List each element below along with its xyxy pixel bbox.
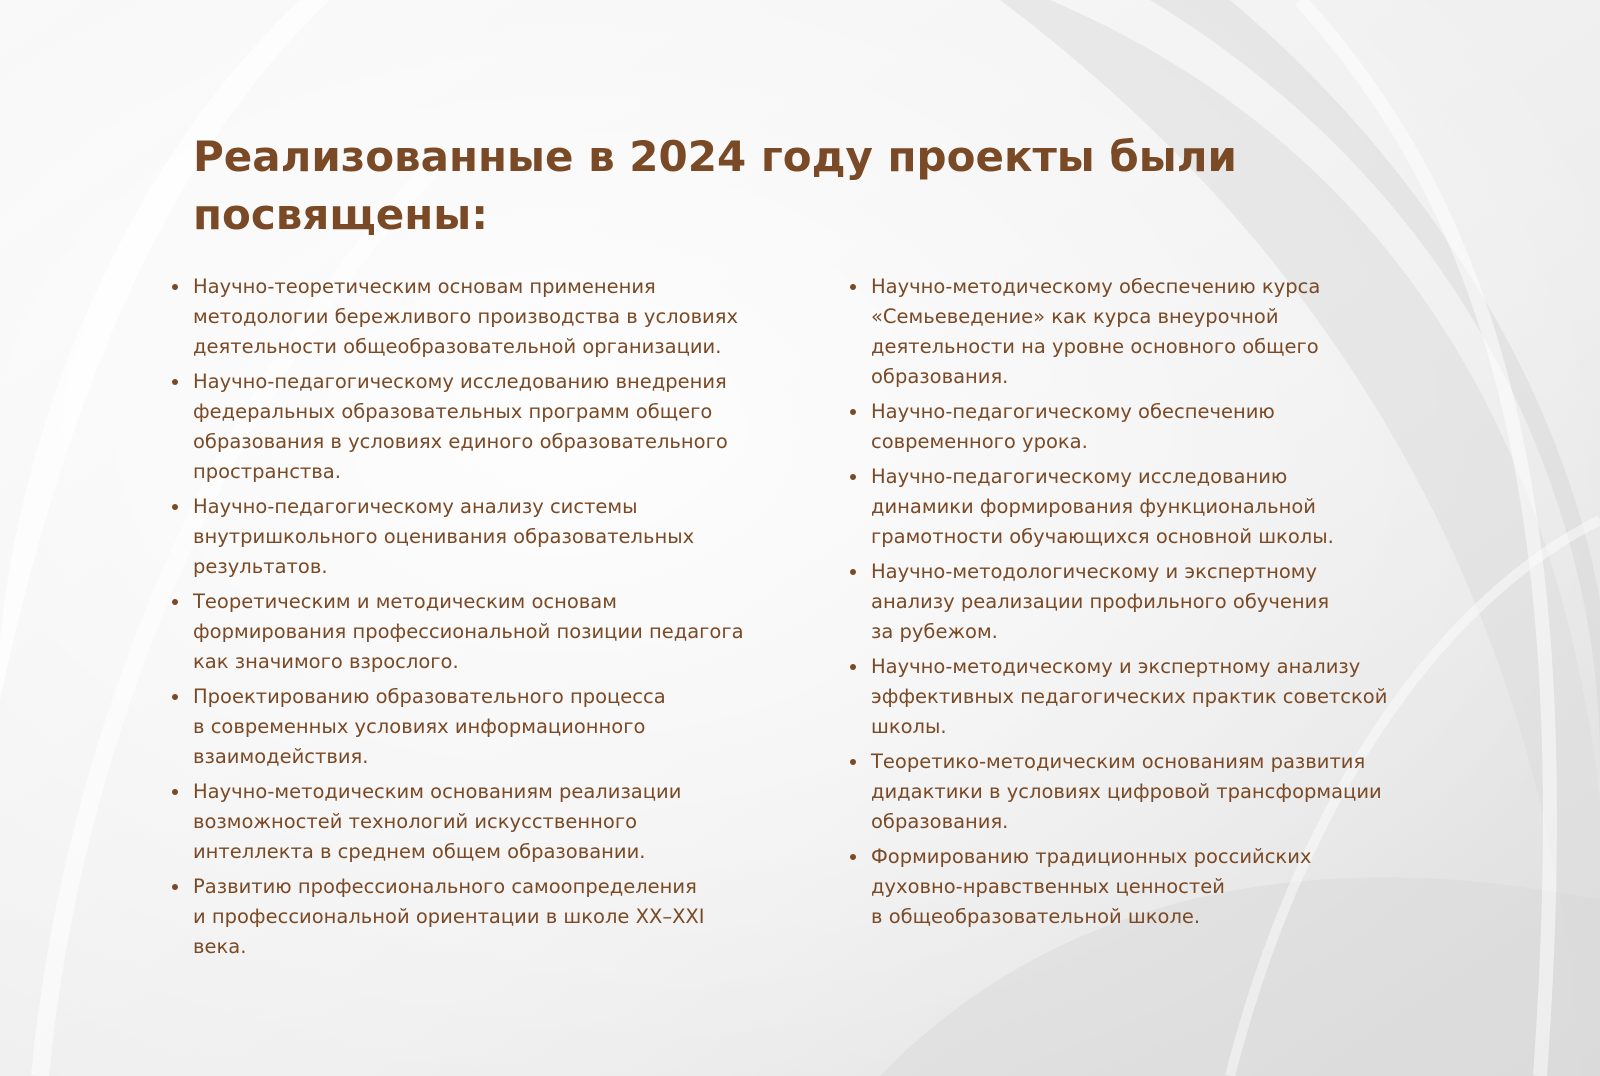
- title-line: Реализованные в 2024 году проекты были: [193, 132, 1237, 181]
- list-item: [850, 462, 1430, 552]
- list-item: [172, 872, 812, 962]
- bullet-icon: [850, 474, 856, 480]
- bullet-icon: [172, 884, 178, 890]
- list-item-text-line: Научно-методическому обеспечению курса: [871, 275, 1321, 298]
- list-item-text-line: «Семьеведение» как курса внеурочной: [871, 305, 1279, 328]
- list-item-text-line: интеллекта в среднем общем образовании.: [193, 840, 646, 863]
- list-item-text-line: деятельности общеобразовательной организации.: [193, 335, 722, 358]
- list-item-text-line: Проектированию образовательного процесса: [193, 685, 666, 708]
- list-item-text-line: Научно-педагогическому обеспечению: [871, 400, 1275, 423]
- list-item-text-line: Научно-методическим основаниям реализации: [193, 780, 682, 803]
- bullet-icon: [172, 694, 178, 700]
- list-item-text-line: Научно-теоретическим основам применения: [193, 275, 656, 298]
- list-item-text-line: результатов.: [193, 555, 328, 578]
- list-item: [172, 272, 812, 362]
- list-item: [172, 367, 812, 487]
- list-item: [172, 682, 812, 772]
- list-item-text-line: деятельности на уровне основного общего: [871, 335, 1319, 358]
- list-item-text-line: эффективных педагогических практик советской: [871, 685, 1388, 708]
- list-item-text-line: методологии бережливого производства в условиях: [193, 305, 739, 328]
- list-item: [172, 777, 812, 867]
- list-item-text-line: Научно-педагогическому исследованию: [871, 465, 1288, 488]
- list-item-text-line: духовно-нравственных ценностей: [871, 875, 1225, 898]
- list-item-text-line: внутришкольного оценивания образовательных: [193, 525, 695, 548]
- bullet-icon: [172, 504, 178, 510]
- bullet-icon: [850, 284, 856, 290]
- list-item-text-line: взаимодействия.: [193, 745, 369, 768]
- list-item-text-line: пространства.: [193, 460, 341, 483]
- page-title: [193, 128, 1343, 244]
- list-item: [850, 397, 1430, 457]
- list-item-text-line: Теоретическим и методическим основам: [193, 590, 617, 613]
- bullet-icon: [172, 379, 178, 385]
- list-item: [172, 492, 812, 582]
- list-item-text-line: и профессиональной ориентации в школе XX–XXI: [193, 905, 705, 928]
- title-line: посвящены:: [193, 190, 489, 239]
- list-item: [850, 747, 1430, 837]
- list-item-text-line: динамики формирования функциональной: [871, 495, 1316, 518]
- list-item-text-line: Научно-методическому и экспертному анализу: [871, 655, 1361, 678]
- list-item-text-line: школы.: [871, 715, 947, 738]
- bullet-icon: [172, 284, 178, 290]
- bullet-icon: [172, 789, 178, 795]
- list-item-text-line: формирования профессиональной позиции педагога: [193, 620, 744, 643]
- list-item: [850, 842, 1430, 932]
- list-item-text-line: Научно-методологическому и экспертному: [871, 560, 1317, 583]
- list-item-text-line: грамотности обучающихся основной школы.: [871, 525, 1334, 548]
- list-item-text-line: образования.: [871, 810, 1009, 833]
- bullet-icon: [850, 854, 856, 860]
- bullet-icon: [850, 664, 856, 670]
- list-item-text-line: Теоретико-методическим основаниям развития: [871, 750, 1366, 773]
- bullet-icon: [850, 409, 856, 415]
- list-item-text-line: дидактики в условиях цифровой трансформации: [871, 780, 1382, 803]
- list-item: [850, 557, 1430, 647]
- bullet-icon: [850, 569, 856, 575]
- list-item-text-line: за рубежом.: [871, 620, 998, 643]
- list-item-text-line: в общеобразовательной школе.: [871, 905, 1201, 928]
- list-item-text-line: федеральных образовательных программ общего: [193, 400, 713, 423]
- list-item-text-line: как значимого взрослого.: [193, 650, 459, 673]
- list-item: [850, 652, 1430, 742]
- list-item-text-line: Формированию традиционных российских: [871, 845, 1312, 868]
- bullet-icon: [850, 759, 856, 765]
- list-item-text-line: Развитию профессионального самоопределения: [193, 875, 697, 898]
- list-item-text-line: современного урока.: [871, 430, 1088, 453]
- list-item-text-line: Научно-педагогическому исследованию внедрения: [193, 370, 727, 393]
- right-project-list: [850, 272, 1430, 937]
- list-item-text-line: анализу реализации профильного обучения: [871, 590, 1330, 613]
- list-item-text-line: образования в условиях единого образовательного: [193, 430, 728, 453]
- list-item-text-line: Научно-педагогическому анализу системы: [193, 495, 638, 518]
- list-item-text-line: в современных условиях информационного: [193, 715, 646, 738]
- list-item-text-line: века.: [193, 935, 247, 958]
- list-item-text-line: образования.: [871, 365, 1009, 388]
- left-project-list: [172, 272, 812, 967]
- list-item-text-line: возможностей технологий искусственного: [193, 810, 637, 833]
- bullet-icon: [172, 599, 178, 605]
- list-item: [172, 587, 812, 677]
- list-item: [850, 272, 1430, 392]
